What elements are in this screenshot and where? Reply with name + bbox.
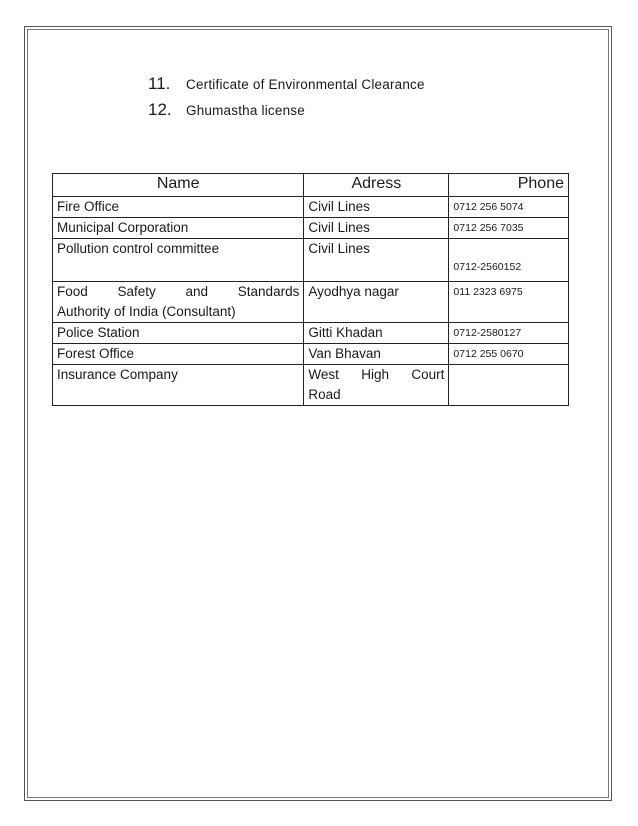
cell-address: Civil Lines xyxy=(304,239,449,282)
cell-name: Forest Office xyxy=(53,344,304,365)
cell-name: Police Station xyxy=(53,323,304,344)
table-row xyxy=(53,197,569,218)
cell-phone: 011 2323 6975 xyxy=(449,282,569,323)
cell-name: Pollution control committee xyxy=(53,239,304,282)
list-text: Ghumastha license xyxy=(186,103,305,118)
cell-address-line1: West High Court xyxy=(308,367,445,382)
list-number: 12. xyxy=(148,100,172,119)
table-row xyxy=(53,239,569,282)
cell-name xyxy=(53,282,304,323)
contacts-table xyxy=(52,173,569,406)
table-row xyxy=(53,218,569,239)
cell-phone: 0712-2580127 xyxy=(449,323,569,344)
cell-address: Gitti Khadan xyxy=(304,323,449,344)
cell-name-line2: Authority of India (Consultant) xyxy=(57,304,236,319)
cell-name: Municipal Corporation xyxy=(53,218,304,239)
header-phone: Phone xyxy=(449,174,569,197)
table-row xyxy=(53,323,569,344)
page-border xyxy=(24,26,612,801)
header-name: Name xyxy=(53,174,304,197)
cell-name: Fire Office xyxy=(53,197,304,218)
cell-address-line2: Road xyxy=(308,387,341,402)
numbered-list xyxy=(148,74,425,126)
cell-phone: 0712-2560152 xyxy=(453,261,522,273)
cell-address: Civil Lines xyxy=(304,197,449,218)
list-text: Certificate of Environmental Clearance xyxy=(186,77,425,92)
cell-phone: 0712 255 0670 xyxy=(449,344,569,365)
cell-phone: 0712 256 7035 xyxy=(449,218,569,239)
cell-phone: 0712 256 5074 xyxy=(449,197,569,218)
table-header-row xyxy=(53,174,569,197)
table-row xyxy=(53,365,569,406)
list-number: 11. xyxy=(148,74,171,93)
list-item xyxy=(148,100,425,126)
table-row xyxy=(53,344,569,365)
cell-address: Civil Lines xyxy=(304,218,449,239)
table-row xyxy=(53,282,569,323)
header-address: Adress xyxy=(304,174,449,197)
cell-address xyxy=(304,365,449,406)
cell-name: Insurance Company xyxy=(53,365,304,406)
cell-address: Ayodhya nagar xyxy=(304,282,449,323)
cell-phone xyxy=(449,365,569,406)
cell-address: Van Bhavan xyxy=(304,344,449,365)
list-item xyxy=(148,74,425,100)
cell-phone-container xyxy=(449,239,569,282)
cell-name-line1: Food Safety and Standards xyxy=(57,284,300,299)
